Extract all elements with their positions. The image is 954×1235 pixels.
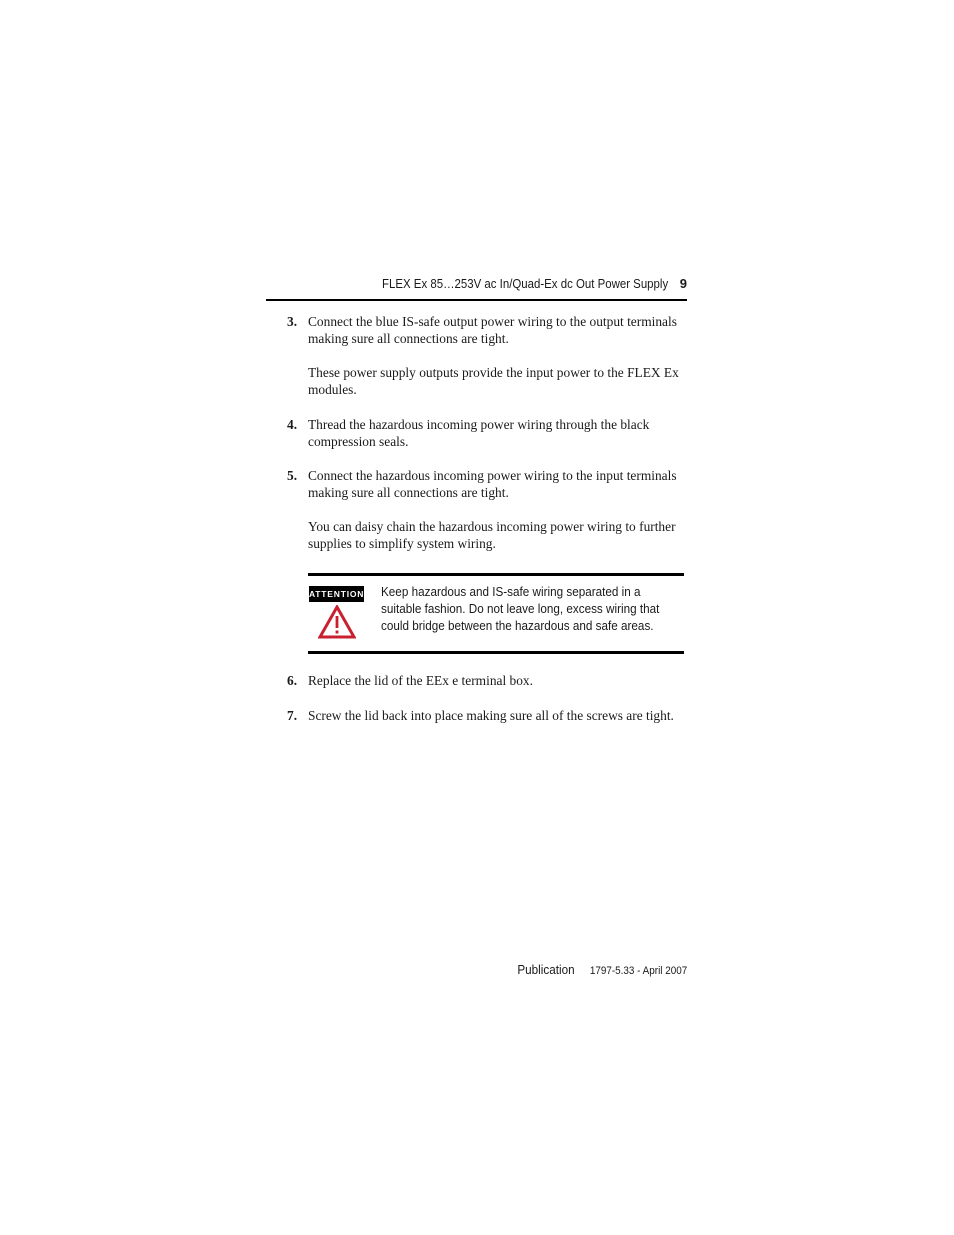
step-body (308, 313, 688, 398)
attention-top-rule (308, 573, 684, 576)
step-paragraph: Screw the lid back into place making sure all of the screws are tight. (308, 708, 674, 723)
attention-bottom-rule (308, 651, 684, 654)
step-paragraph: Thread the hazardous incoming power wiring through the black compression seals. (308, 417, 650, 449)
step-number: 3. (287, 314, 298, 329)
attention-badge: ATTENTION (309, 586, 364, 602)
step-paragraph: You can daisy chain the hazardous incoming power wiring to further supplies to simplify system wiring. (308, 519, 676, 551)
step-number: 6. (287, 673, 298, 688)
step-number: 4. (287, 417, 298, 432)
step-number: 7. (287, 708, 298, 723)
attention-text: Keep hazardous and IS-safe wiring separated in a suitable fashion. Do not leave long, excess wiring that could bridge between the hazardous and safe areas. (381, 584, 660, 633)
step-paragraph: Connect the hazardous incoming power wiring to the input terminals making sure all connections are tight. (308, 468, 677, 500)
header-rule (266, 299, 687, 301)
page-footer (511, 961, 687, 979)
attention-box (308, 573, 684, 655)
step-body (308, 707, 688, 724)
step-body (308, 672, 688, 689)
step-paragraph: Replace the lid of the EEx e terminal box. (308, 673, 533, 688)
header-title: FLEX Ex 85…253V ac In/Quad-Ex dc Out Power Supply (381, 276, 668, 291)
page-number: 9 (679, 276, 687, 291)
step-body (308, 467, 688, 552)
step-body (308, 416, 688, 450)
footer-publication: 1797-5.33 - April 2007 (589, 965, 687, 977)
step-paragraph: Connect the blue IS-safe output power wiring to the output terminals making sure all connections are tight. (308, 314, 677, 346)
warning-triangle-icon (318, 605, 356, 639)
step-number: 5. (287, 468, 298, 483)
footer-label: Publication (517, 962, 575, 977)
step-paragraph: These power supply outputs provide the input power to the FLEX Ex modules. (308, 365, 679, 397)
page-header (266, 276, 687, 302)
